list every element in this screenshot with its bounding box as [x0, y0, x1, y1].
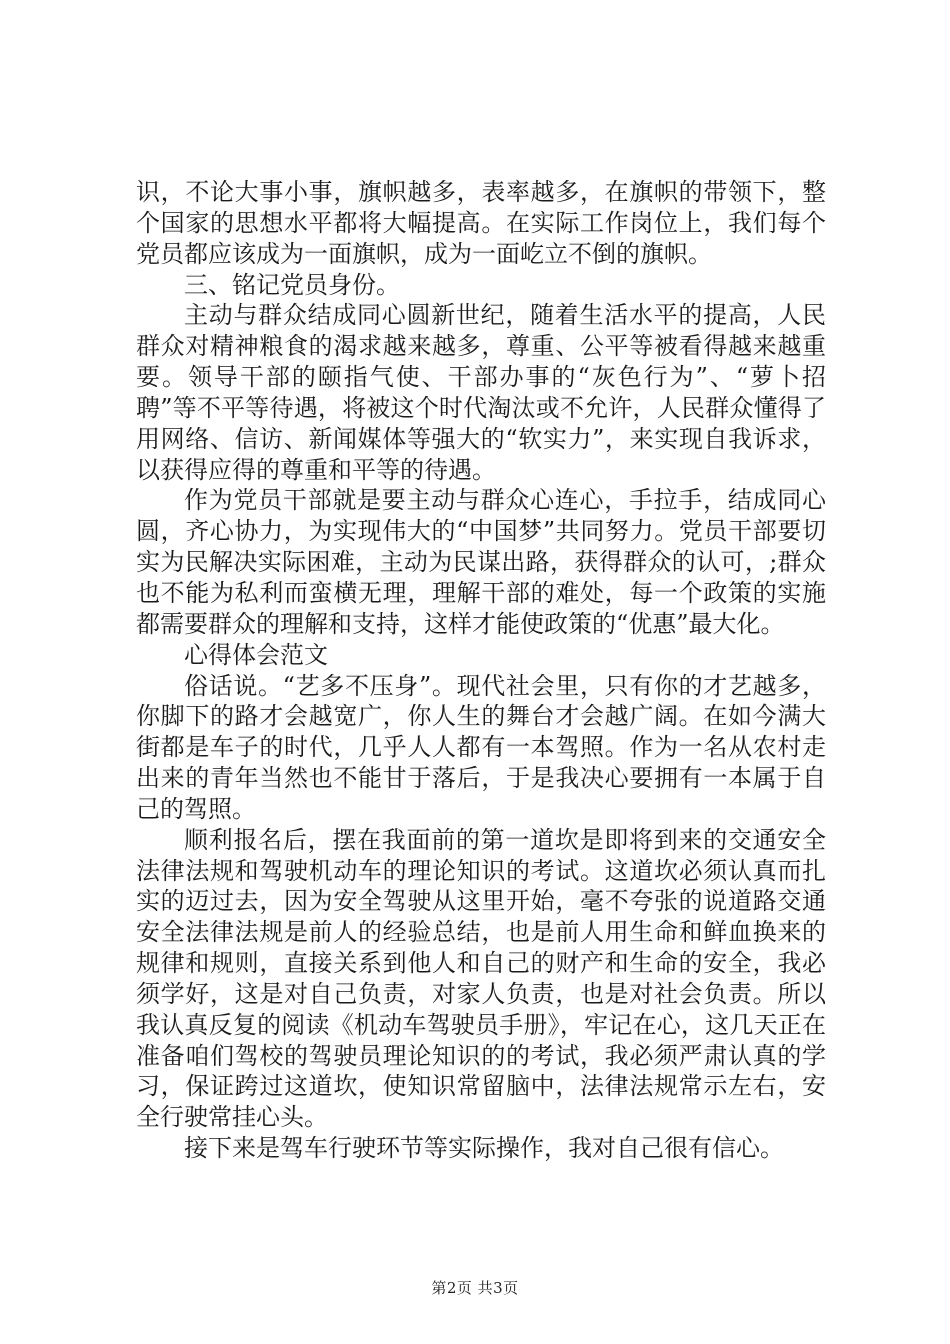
- paragraph-8: 接下来是驾车行驶环节等实际操作，我对自己很有信心。: [184, 1134, 784, 1163]
- paragraph-3: 主动与群众结成同心圆新世纪，随着生活水平的提高，人民群众对精神粮食的渴求越来越多，尊重、公平等被看得越来越重要。领导干部的颐指气使、干部办事的“灰色行为”、“萝卜招聘”等不平等待遇，将被这个时代淘汰或不允许，人民群众懂得了用网络、信访、新闻媒体等强大的“软实力”，来实现自我诉求，以获得应得的尊重和平等的待遇。: [136, 301, 826, 484]
- paragraph-7: 顺利报名后，摆在我面前的第一道坎是即将到来的交通安全法律法规和驾驶机动车的理论知识的考试。这道坎必须认真而扎实的迈过去，因为安全驾驶从这里开始，毫不夸张的说道路交通安全法律法规是前人的经验总结，也是前人用生命和鲜血换来的规律和规则，直接关系到他人和自己的财产和生命的安全，我必须学好，这是对自己负责，对家人负责，也是对社会负责。所以我认真反复的阅读《机动车驾驶员手册》，牢记在心，这几天正在准备咱们驾校的驾驶员理论知识的的考试，我必须严肃认真的学习，保证跨过这道坎，使知识常留脑中，法律法规常示左右，安全行驶常挂心头。: [136, 825, 826, 1132]
- document-body: [136, 177, 826, 1164]
- page-footer: 第2页 共3页: [431, 1279, 519, 1297]
- section-heading: 三、铭记党员身份。: [184, 270, 400, 299]
- paragraph-4: 作为党员干部就是要主动与群众心连心，手拉手，结成同心圆，齐心协力，为实现伟大的“中国梦”共同努力。党员干部要切实为民解决实际困难，主动为民谋出路，获得群众的认可，;群众也不能为私利而蛮横无理，理解干部的难处，每一个政策的实施都需要群众的理解和支持，这样才能使政策的“优惠”最大化。: [136, 486, 826, 638]
- paragraph-6: 俗话说。“艺多不压身”。现代社会里，只有你的才艺越多，你脚下的路才会越宽广，你人生的舞台才会越广阔。在如今满大街都是车子的时代，几乎人人都有一本驾照。作为一名从农村走出来的青年当然也不能甘于落后，于是我决心要拥有一本属于自己的驾照。: [136, 671, 826, 823]
- paragraph-1: 识，不论大事小事，旗帜越多，表率越多，在旗帜的带领下，整个国家的思想水平都将大幅提高。在实际工作岗位上，我们每个党员都应该成为一面旗帜，成为一面屹立不倒的旗帜。: [136, 178, 826, 268]
- essay-title: 心得体会范文: [184, 640, 328, 669]
